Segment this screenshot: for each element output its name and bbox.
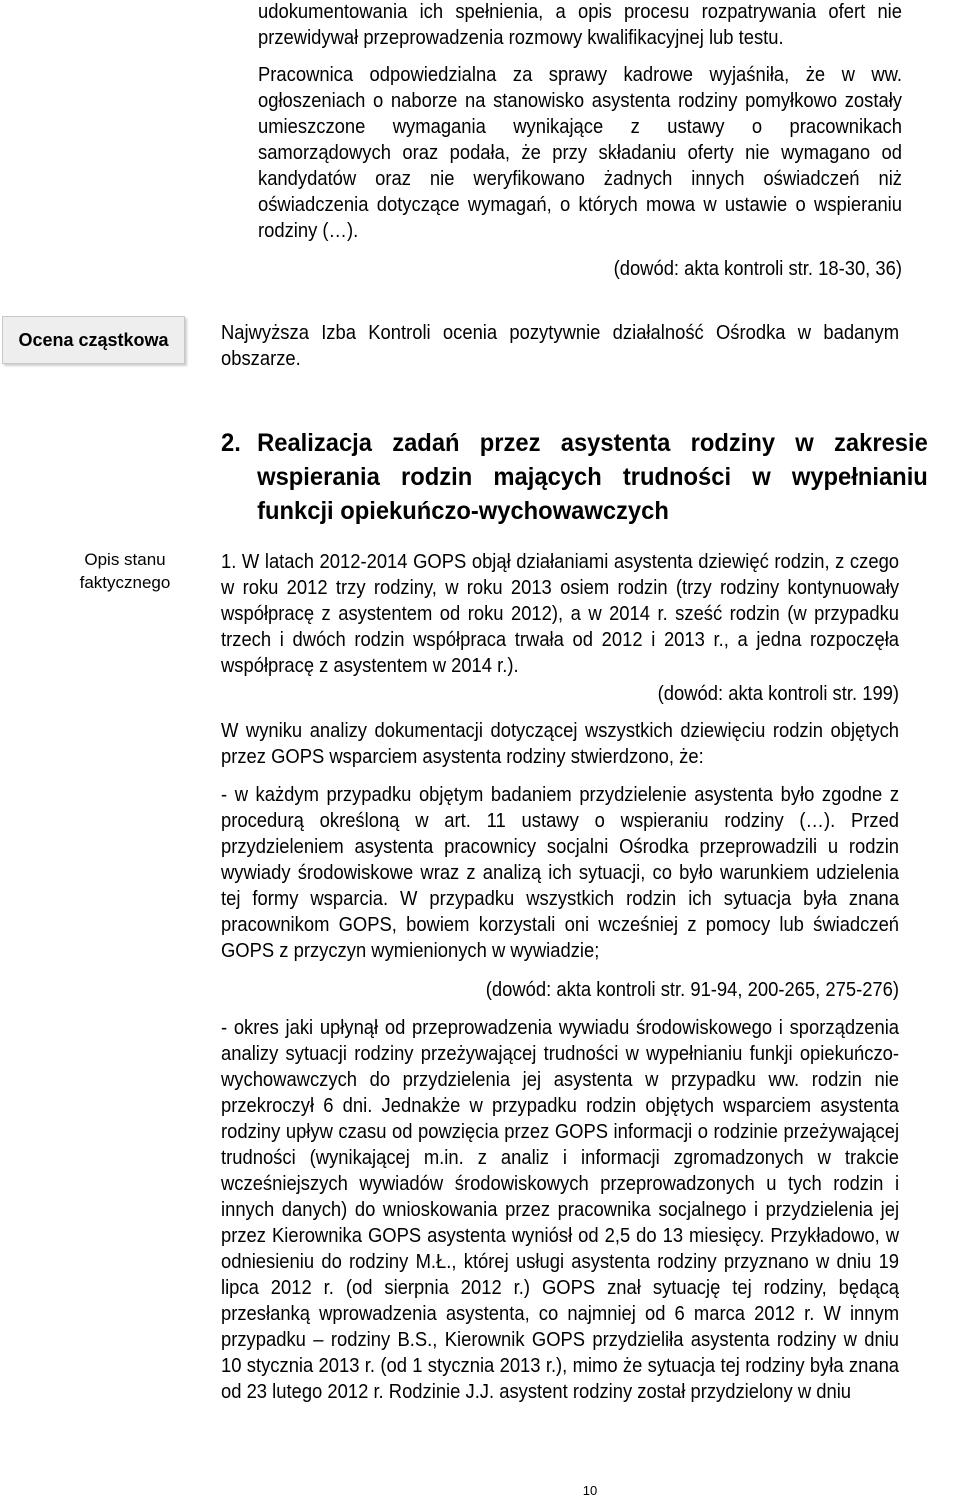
section-number: 2. — [221, 429, 241, 457]
paragraph-families: 1. W latach 2012-2014 GOPS objął działaniami asystenta dziewięć rodzin, z czego w roku 2012 trzy rodziny, w roku 2013 osiem rodzin (trzy rodziny kontynuowały współpracę z asystentem od roku 2012), a w 2014 r. sześć rodzin (w przypadku trzech i dwóch rodzin współpraca trwała od 2012 i 2013 r., a jedna rozpoczęła współpracę z asystentem w 2014 r.). — [221, 551, 900, 677]
assessment-text: Najwyższa Izba Kontroli ocenia pozytywnie działalność Ośrodka w badanym obszarze. — [221, 322, 900, 370]
assessment-label: Ocena cząstkowa — [18, 329, 169, 350]
paragraph-procedure: - w każdym przypadku objętym badaniem przydzielenie asystenta było zgodne z procedurą określoną w art. 11 ustawy o wspieraniu rodziny (…). Przed przydzieleniem asystenta pracownicy socjalni Ośrodka przeprowadzili u rodzin wywiady środowiskowe wraz z analizą ich sytuacji, co było warunkiem udzielenia tej formy wsparcia. W przypadku wszystkich rodzin ich sytuacja była znana pracownikom GOPS, bowiem korzystali oni wcześniej z pomocy lub świadczeń GOPS z przyczyn wymienionych w wywiadzie; — [221, 784, 900, 962]
section-body — [221, 549, 899, 1405]
assessment-text-block — [221, 320, 899, 372]
assessment-label-box — [2, 316, 185, 364]
section-title: Realizacja zadań przez asystenta rodziny w zakresie wspierania rodzin mających trudności w wypełnianiu funkcji opiekuńczo-wychowawczych — [257, 429, 928, 525]
paragraph-analysis: W wyniku analizy dokumentacji dotyczącej wszystkich dziewięciu rodzin objętych przez GOPS wsparciem asystenta rodziny stwierdzono, że: — [221, 720, 900, 768]
paragraph-explanation: Pracownica odpowiedzialna za sprawy kadrowe wyjaśniła, że w ww. ogłoszeniach o naborze na stanowisko asystenta rodziny pomyłkowo zostały umieszczone wymagania wynikające z ustawy o pracownikach samorządowych oraz podała, że przy składaniu oferty nie wymagano od kandydatów oraz nie weryfikowano żadnych innych oświadczeń niż oświadczenia dotyczące wymagań, o których mowa w ustawie o wspieraniu rodziny (…). — [258, 64, 902, 242]
paragraph-period: - okres jaki upłynął od przeprowadzenia wywiadu środowiskowego i sporządzenia analizy sytuacji rodziny przeżywającej trudności w wypełnianiu funkji opiekuńczo-wychowawczych do przydzielenia jej asystenta w przypadku ww. rodzin nie przekroczył 6 dni. Jednakże w przypadku rodzin objętych wsparciem asystenta rodziny upływ czasu od powzięcia przez GOPS informacji o rodzinie przeżywającej trudności (wynikającej m.in. z analiz i informacji zgromadzonych w trakcie wcześniejszych wywiadów środowiskowych przeprowadzonych u tych rodzin i innych danych) do wnioskowania przez pracownika socjalnego i przydzielenia jej przez Kierownika GOPS asystenta wyniósł od 2,5 do 13 miesięcy. Przykładowo, w odniesieniu do rodziny M.Ł., której usługi asystenta rodziny przyznano w dniu 19 lipca 2012 r. (od sierpnia 2012 r.) GOPS znał sytuację tej rodziny, będącą przesłanką wprowadzenia asystenta, co najmniej od 6 marca 2012 r. W innym przypadku – rodziny B.S., Kierownik GOPS przydzieliła asystenta rodziny w dniu 10 stycznia 2013 r. (od 1 stycznia 2013 r.), mimo że sytuacja tej rodziny była znana od 23 lutego 2012 r. Rodzinie J.J. asystent rodziny został przydzielony w dniu — [221, 1017, 900, 1403]
evidence-note: (dowód: akta kontroli str. 18-30, 36) — [613, 258, 902, 280]
page-number: 10 — [582, 1483, 598, 1498]
paragraph-continuation: udokumentowania ich spełnienia, a opis procesu rozpatrywania ofert nie przewidywał przeprowadzenia rozmowy kwalifikacyjnej lub testu. — [258, 1, 902, 49]
side-label-facts: Opis stanu faktycznego — [79, 550, 171, 592]
top-section — [258, 0, 902, 282]
evidence-note: (dowód: akta kontroli str. 199) — [657, 683, 900, 705]
evidence-note: (dowód: akta kontroli str. 91-94, 200-265, 275-276) — [485, 979, 900, 1001]
